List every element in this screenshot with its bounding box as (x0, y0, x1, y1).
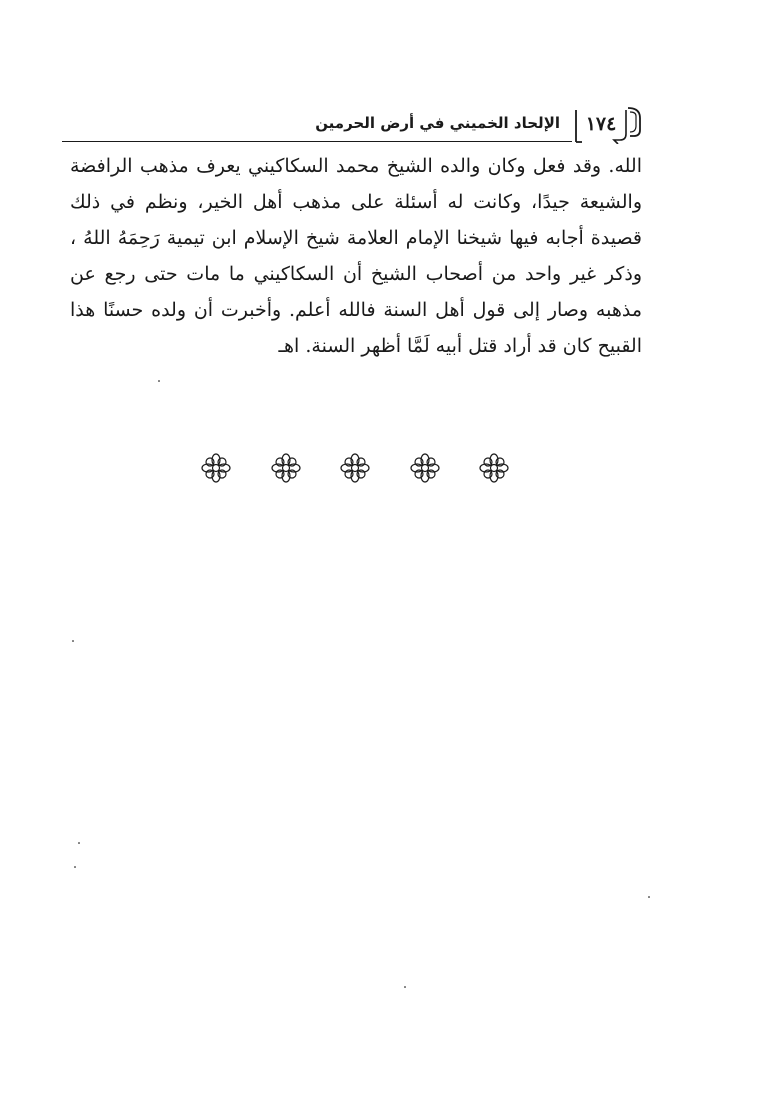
header-rule (62, 141, 572, 142)
scan-speck (404, 986, 406, 988)
scan-speck (158, 380, 160, 382)
section-separator (200, 448, 510, 488)
flower-ornament-icon (409, 452, 441, 484)
flower-ornament-icon (200, 452, 232, 484)
running-header (62, 104, 644, 144)
text-line: وذكر غير واحد من أصحاب الشيخ أن السكاكيني ما مات حتى رجع عن (70, 263, 642, 285)
body-paragraph (70, 148, 642, 364)
scan-speck (648, 896, 650, 898)
text-line: والشيعة جيدًا، وكانت له أسئلة على مذهب أهل الخير، ونظم في ذلك (70, 191, 642, 213)
flower-ornament-icon (339, 452, 371, 484)
flower-ornament-icon (478, 452, 510, 484)
scan-speck (78, 842, 80, 844)
header-title: الإلحاد الخميني في أرض الحرمين (315, 114, 560, 132)
text-line: مذهبه وصار إلى قول أهل السنة فالله أعلم. وأخبرت أن ولده حسنًا هذا (70, 299, 642, 321)
scan-speck (74, 866, 76, 868)
page-number-frame (574, 104, 644, 144)
text-line: قصيدة أجابه فيها شيخنا الإمام العلامة شيخ الإسلام ابن تيمية رَحِمَهُ اللهُ ، (70, 227, 642, 249)
page-number: ١٧٤ (585, 113, 617, 135)
text-line: القبيح كان قد أراد قتل أبيه لَمَّا أظهر السنة. اهـ (278, 335, 642, 357)
scan-speck (72, 640, 74, 642)
text-line: الله. وقد فعل وكان والده الشيخ محمد السكاكيني يعرف مذهب الرافضة (70, 155, 642, 177)
flower-ornament-icon (270, 452, 302, 484)
